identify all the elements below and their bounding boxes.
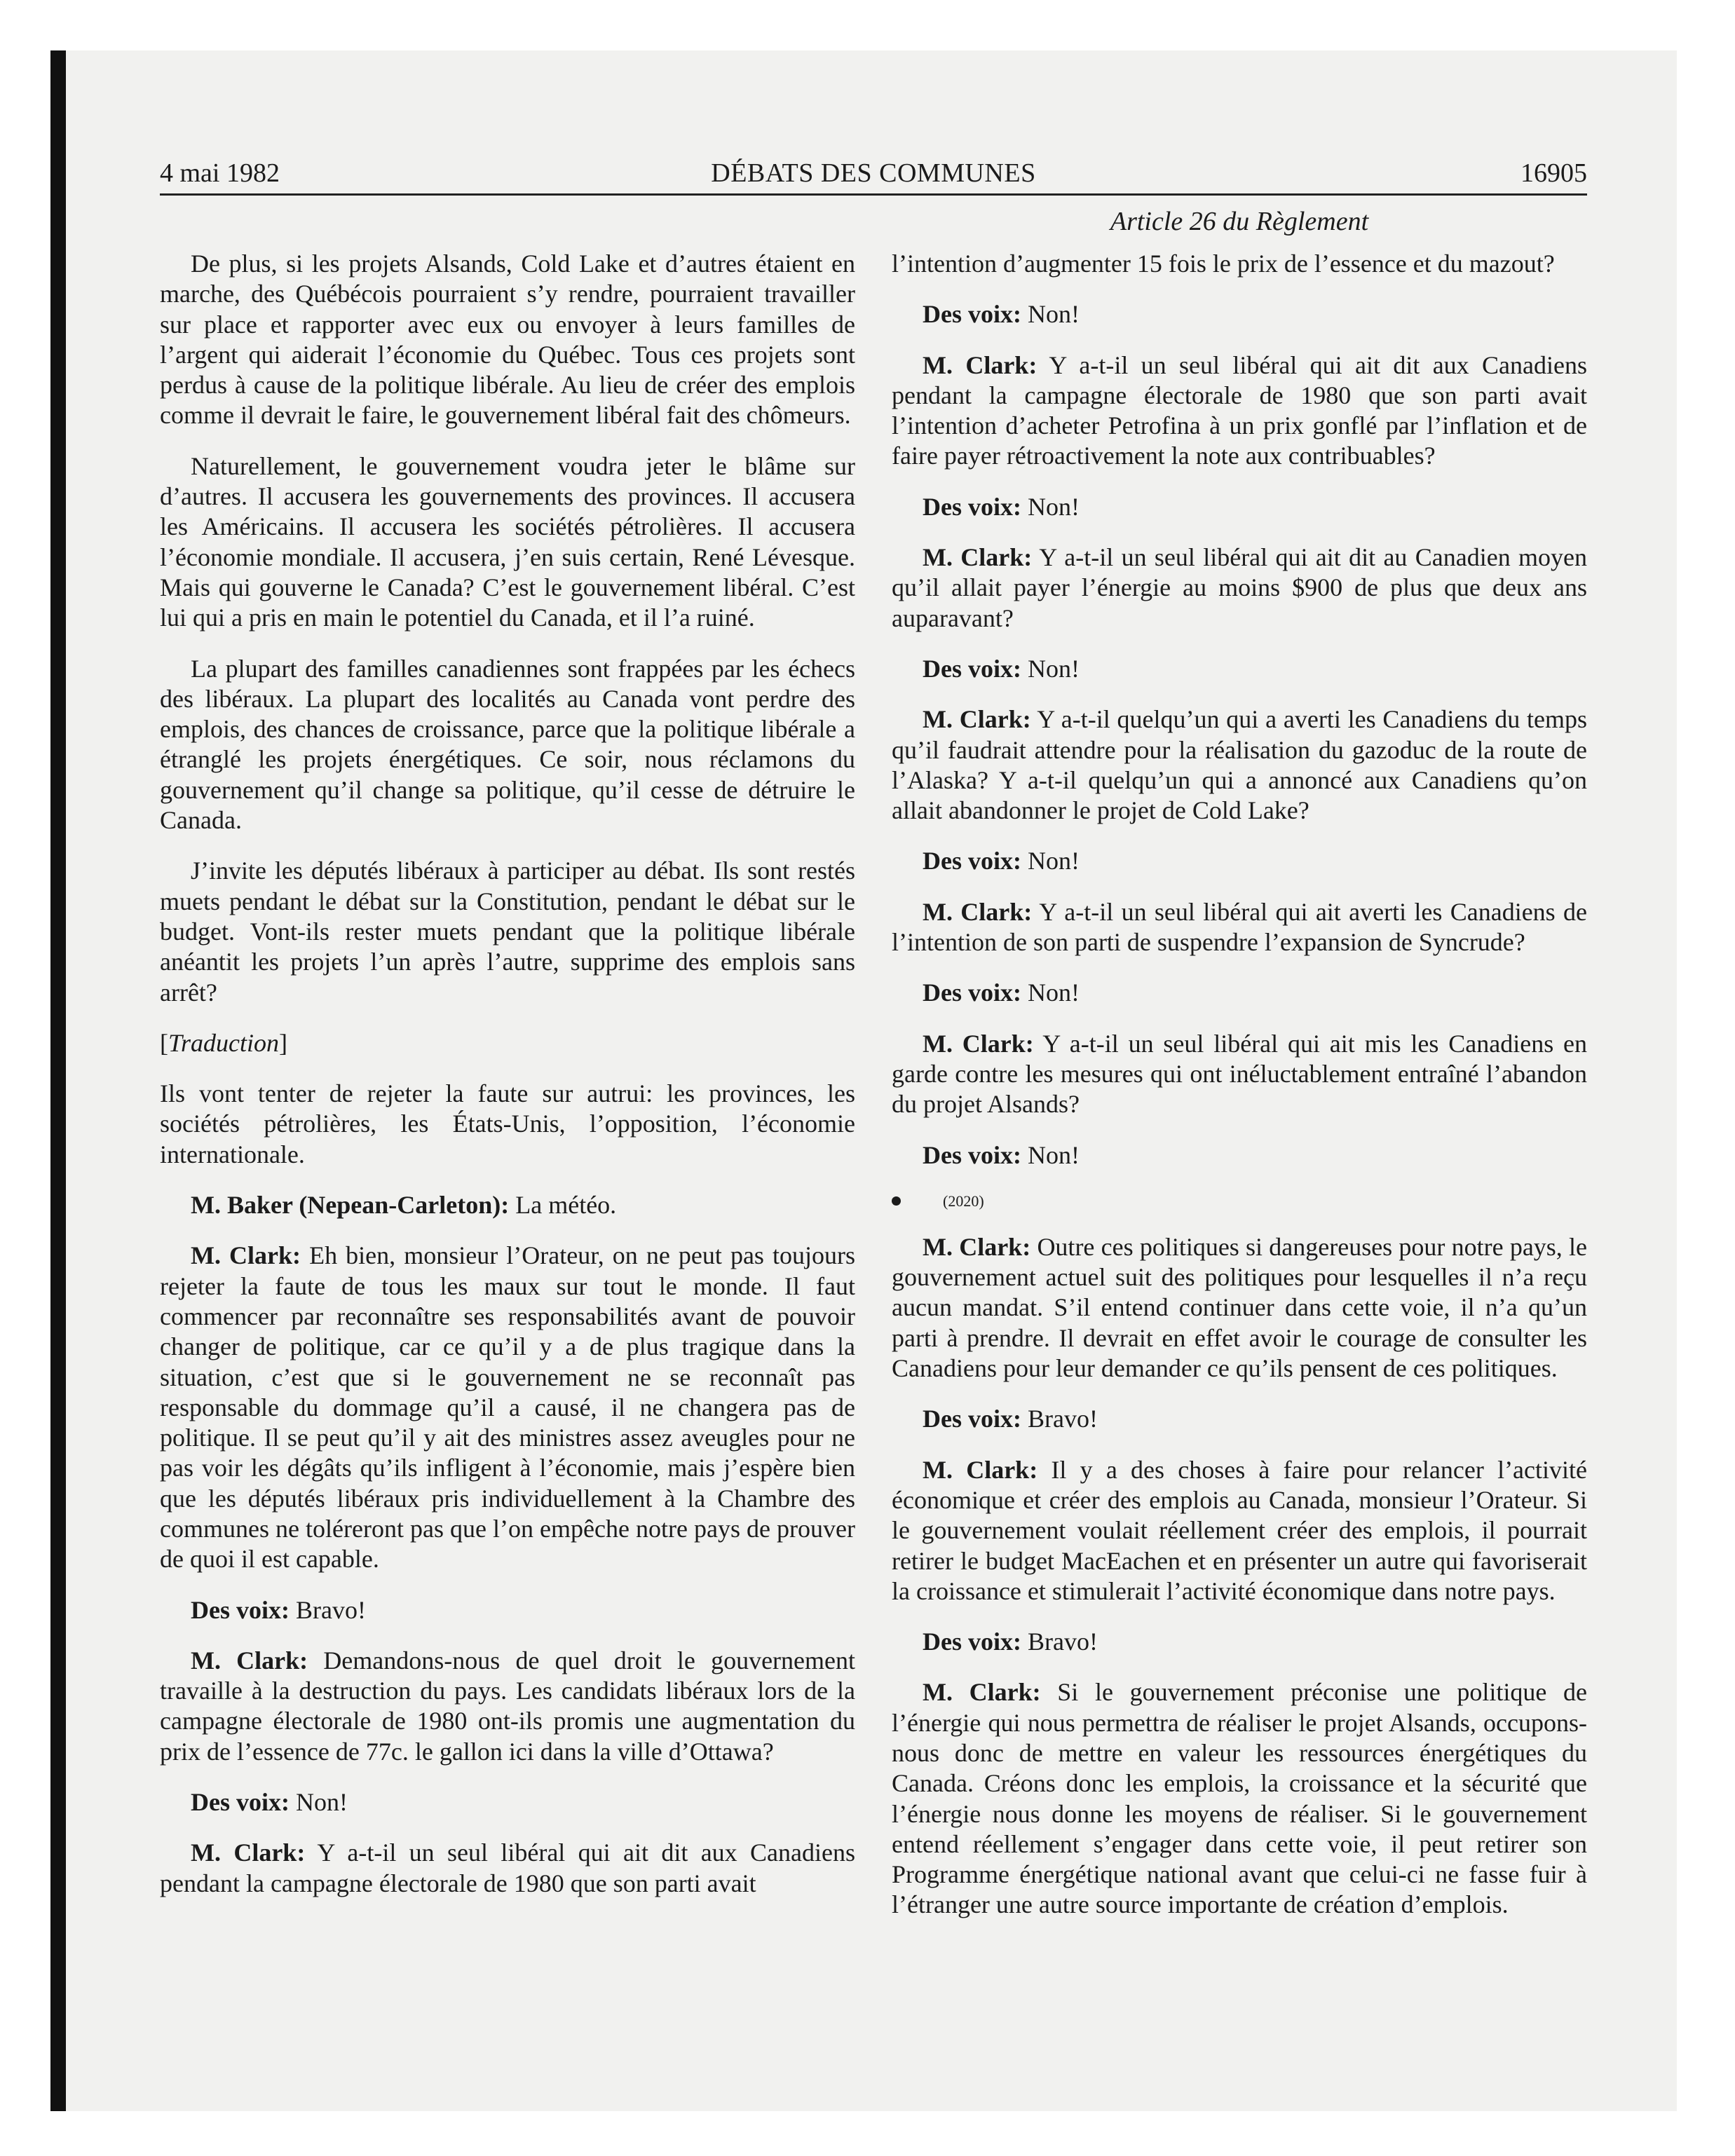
bullet-dot-icon (892, 1196, 901, 1206)
speaker-name: Des voix: (923, 1405, 1021, 1433)
speech-paragraph (892, 1455, 1587, 1606)
speaker-name: M. Clark: (923, 350, 1037, 379)
paragraph-text: Ils vont tenter de rejeter la faute sur autrui: les provinces, les sociétés pétrolières, les États-Unis, l’opposition, l’économie internationale. (160, 1079, 855, 1168)
speaker-name: M. Clark: (191, 1838, 306, 1867)
speaker-name: Des voix: (923, 1628, 1021, 1656)
body-paragraph (160, 654, 855, 836)
running-header (160, 156, 1587, 196)
page-number: 16905 (1520, 158, 1587, 188)
speech-paragraph (892, 543, 1587, 634)
paragraph-text: Y a-t-il quelqu’un qui a averti les Canadiens du temps qu’il faudrait attendre pour la réalisation du gazoduc de la route de l’Alaska? Y a-t-il quelqu’un qui a annoncé aux Canadiens qu’on allait abandonner le projet de Cold Lake? (892, 705, 1588, 825)
paragraph-text: Y a-t-il un seul libéral qui ait dit aux Canadiens pendant la campagne électorale de 1980 que son parti avait (160, 1838, 855, 1897)
left-column (160, 249, 855, 1919)
paragraph-text: Non! (1027, 654, 1080, 683)
translation-marker: [Traduction] (160, 1028, 288, 1057)
paragraph-text: Non! (1027, 300, 1080, 329)
paragraph-text: Y a-t-il un seul libéral qui ait mis les Canadiens en garde contre les mesures qui ont inéluctablement entraîné l’abandon du projet Alsands? (892, 1029, 1588, 1119)
speech-paragraph (892, 897, 1587, 958)
speaker-name: M. Clark: (923, 1232, 1031, 1261)
header-title: DÉBATS DES COMMUNES (711, 158, 1036, 188)
paragraph-text: Bravo! (1027, 1628, 1098, 1656)
speaker-name: Des voix: (191, 1788, 290, 1817)
speech-paragraph (892, 299, 1587, 329)
paragraph-text: Eh bien, monsieur l’Orateur, on ne peut pas toujours rejeter la faute de tous les maux sur tout le monde. Il faut commencer par reconnaître ses responsabilités avant de pouvoir changer de politique, car ce qu’il y a de plus tragique dans la situation, c’est que si le gouvernement ne se reconnaît pas responsable du dommage qu’il a causé, il ne changera pas de politique. Il se peut qu’il y ait des ministres assez aveugles pour ne pas voir les dégâts qu’ils infligent à l’économie, mais j’espère bien que les députés libéraux pris individuellement à la Chambre des communes ne toléreront pas que l’on empêche notre pays de prouver de quoi il est capable. (160, 1241, 856, 1574)
binding-edge (50, 50, 66, 2111)
speech-paragraph (892, 1404, 1587, 1434)
speech-paragraph (892, 1140, 1587, 1171)
paragraph-text: Non! (1027, 847, 1080, 875)
paragraph-text: Demandons-nous de quel droit le gouvernement travaille à la destruction du pays. Les candidats libéraux lors de la campagne électorale de 1980 ont-ils promis une augmentation du prix de l’essence de 77c. le gallon ici dans la ville d’Ottawa? (160, 1646, 855, 1766)
body-paragraph (160, 451, 855, 634)
paragraph-text: Non! (295, 1788, 348, 1817)
paragraph-text: De plus, si les projets Alsands, Cold Lake et d’autres étaient en marche, des Québécois pourraient s’y rendre, pourraient travailler sur place et rapporter avec eux ou envoyer à leurs familles de l’argent qui aiderait l’économie du Québec. Tous ces projets sont perdus à cause de la politique libérale. Au lieu de créer des emplois comme il devrait le faire, le gouvernement libéral fait des chômeurs. (160, 250, 855, 430)
body-paragraph (160, 1079, 855, 1170)
speaker-name: M. Clark: (923, 543, 1033, 572)
speech-paragraph (892, 978, 1587, 1008)
speaker-name: M. Clark: (923, 1678, 1041, 1707)
body-paragraph (160, 249, 855, 431)
speech-paragraph (160, 1241, 855, 1574)
paragraph-text: Bravo! (1027, 1405, 1098, 1433)
speech-paragraph (892, 846, 1587, 876)
speaker-name: M. Clark: (191, 1241, 301, 1270)
speech-paragraph (160, 1838, 855, 1899)
speaker-name: Des voix: (923, 1140, 1021, 1169)
speaker-name: M. Clark: (923, 705, 1031, 734)
right-column (892, 249, 1587, 1941)
speech-paragraph (892, 1627, 1587, 1657)
speaker-name: M. Clark: (191, 1646, 308, 1674)
paragraph-text: Bravo! (295, 1595, 366, 1624)
speech-paragraph (892, 350, 1587, 472)
speaker-name: M. Clark: (923, 1029, 1034, 1058)
speaker-name: M. Clark: (923, 1455, 1038, 1484)
paragraph-text: l’intention d’augmenter 15 fois le prix de l’essence et du mazout? (892, 250, 1555, 278)
paragraph-text: Non! (1027, 978, 1080, 1007)
speech-paragraph (892, 654, 1587, 684)
speech-paragraph (892, 492, 1587, 522)
speech-paragraph (160, 1787, 855, 1817)
speaker-name: Des voix: (923, 978, 1021, 1007)
paragraph-text: Y a-t-il un seul libéral qui ait dit aux Canadiens pendant la campagne électorale de 1980 que son parti avait l’intention d’acheter Petrofina à un prix gonflé par l’inflation et de faire payer rétroactivement la note aux contribuables? (892, 350, 1587, 470)
paragraph-text: Si le gouvernement préconise une politique de l’énergie qui nous permettra de réaliser le projet Alsands, occupons-nous donc de mettre en valeur les ressources énergétiques du Canada. Créons donc les emplois, la croissance et la sécurité que l’énergie nous donne les moyens de réaliser. Si le gouvernement entend réellement s’engager dans cette voie, il peut retirer son Programme énergétique national avant que celui-ci ne fasse fuir à l’étranger une autre source importante de création d’emplois. (892, 1678, 1588, 1919)
time-marker-text: (2020) (943, 1192, 984, 1210)
speaker-name: Des voix: (923, 847, 1021, 875)
time-marker (892, 1191, 1587, 1212)
paragraph-text: Y a-t-il un seul libéral qui ait averti les Canadiens de l’intention de son parti de suspendre l’expansion de Syncrude? (892, 897, 1587, 957)
header-date: 4 mai 1982 (160, 158, 280, 188)
paragraph-text: Non! (1027, 1140, 1080, 1169)
paragraph-text: Outre ces politiques si dangereuses pour notre pays, le gouvernement actuel suit des politiques pour lesquelles il n’a reçu aucun mandat. S’il entend continuer dans cette voie, il n’a qu’un parti à prendre. Il devrait en effet avoir le courage de consulter les Canadiens pour leur demander ce qu’ils pensent de ces politiques. (892, 1232, 1588, 1383)
paragraph-text: Naturellement, le gouvernement voudra jeter le blâme sur d’autres. Il accusera les gouvernements des provinces. Il accusera les Américains. Il accusera les sociétés pétrolières. Il accusera l’économie mondiale. Il accusera, j’en suis certain, René Lévesque. Mais qui gouverne le Canada? C’est le gouvernement libéral. C’est lui qui a pris en main le potentiel du Canada, et il l’a ruiné. (160, 451, 855, 632)
paragraph-text: J’invite les députés libéraux à participer au débat. Ils sont restés muets pendant le débat sur la Constitution, pendant le débat sur le budget. Vont-ils rester muets pendant que la politique libérale anéantit les projets l’un après l’autre, supprime des emplois sans arrêt? (160, 857, 855, 1007)
speech-paragraph (892, 1677, 1587, 1920)
speaker-name: M. Clark: (923, 897, 1033, 926)
paragraph-text: La plupart des familles canadiennes sont frappées par les échecs des libéraux. La plupart des localités au Canada vont perdre des emplois, des chances de croissance, parce que la politique libérale a étranglé les projets énergétiques. Ce soir, nous réclamons du gouvernement qu’il change sa politique, qu’il cesse de détruire le Canada. (160, 654, 855, 835)
speaker-name: Des voix: (923, 654, 1021, 683)
body-paragraph (160, 856, 855, 1007)
speech-paragraph (160, 1190, 855, 1220)
speech-paragraph (160, 1646, 855, 1767)
paragraph-text: Y a-t-il un seul libéral qui ait dit au Canadien moyen qu’il allait payer l’énergie au moins $900 de plus que deux ans auparavant? (892, 543, 1587, 632)
section-subheader: Article 26 du Règlement (1110, 207, 1369, 236)
speaker-name: Des voix: (923, 492, 1021, 521)
body-paragraph (892, 249, 1587, 279)
paragraph-text: Non! (1027, 492, 1080, 521)
speaker-name: M. Baker (Nepean-Carleton): (191, 1191, 510, 1220)
speaker-name: Des voix: (923, 300, 1021, 329)
paragraph-text: Il y a des choses à faire pour relancer l’activité économique et créer des emplois au Canada, monsieur l’Orateur. Si le gouvernement voulait réellement créer des emplois, il pourrait retirer le budget MacEachen et en présenter un autre qui favoriserait la croissance et stimulerait l’activité économique dans notre pays. (892, 1455, 1587, 1605)
paragraph-text: La météo. (515, 1191, 617, 1220)
speech-paragraph (892, 1029, 1587, 1120)
speech-paragraph (892, 704, 1587, 826)
speaker-name: Des voix: (191, 1595, 290, 1624)
speech-paragraph (892, 1232, 1587, 1384)
speech-paragraph (160, 1595, 855, 1625)
